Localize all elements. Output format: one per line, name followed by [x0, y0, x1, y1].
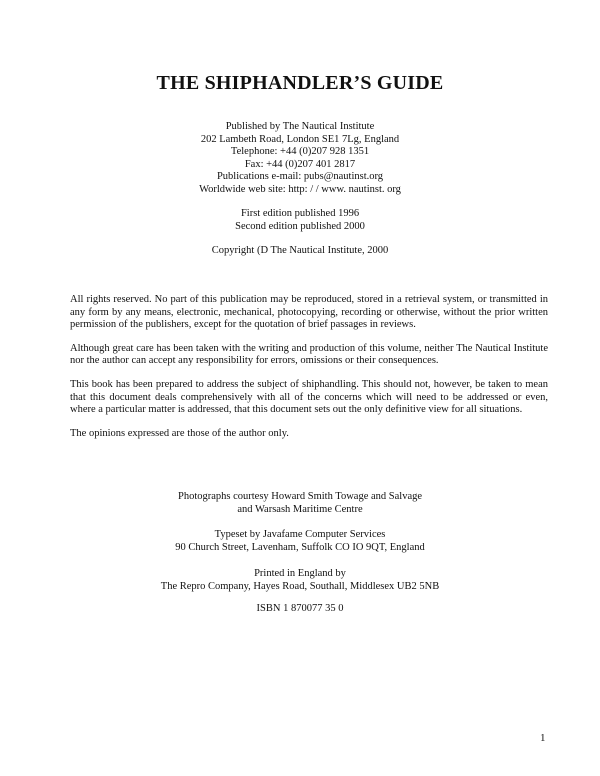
photo-credit-line1: Photographs courtesy Howard Smith Towage and Salvage: [177, 491, 423, 502]
printer-line1: Printed in England by: [254, 568, 346, 579]
publisher-telephone: Telephone: +44 (0)207 928 1351: [230, 146, 370, 157]
editions-block: [0, 208, 600, 233]
publisher-address: 202 Lambeth Road, London SE1 7Lg, England: [200, 133, 400, 145]
copyright-block: [0, 245, 600, 258]
legal-text: [70, 294, 548, 451]
first-edition: First edition published 1996: [240, 208, 360, 219]
opinions-paragraph: The opinions expressed are those of the author only.: [70, 427, 289, 439]
isbn: ISBN 1 870077 35 0: [256, 603, 344, 614]
typeset-line2: 90 Church Street, Lavenham, Suffolk CO IO 9QT, England: [175, 541, 425, 553]
page-number: 1: [540, 732, 546, 744]
second-edition: Second edition published 2000: [235, 220, 365, 232]
publisher-email: Publications e-mail: pubs@nautinst.org: [216, 171, 384, 182]
photo-credits: [0, 491, 600, 516]
disclaimer-paragraph: Although great care has been taken with the writing and production of this volume, neither The Nautical Institute nor the author can accept any responsibility for errors, omissions or their consequences.: [70, 342, 548, 367]
book-title: THE SHIPHANDLER’S GUIDE: [156, 72, 444, 94]
publisher-block: [0, 121, 600, 196]
printer-line2: The Repro Company, Hayes Road, Southall, Middlesex UB2 5NB: [160, 580, 440, 592]
publisher-name: Published by The Nautical Institute: [225, 121, 375, 132]
publisher-website: Worldwide web site: http: / / www. nautinst. org: [199, 183, 401, 195]
scope-paragraph: This book has been prepared to address the subject of shiphandling. This should not, however, be taken to mean that this document deals comprehensively with all of the concerns which will need to be addressed or even, where a particular matter is addressed, that this document sets out the only definitive view for all situations.: [70, 378, 548, 416]
copyright-notice: Copyright (D The Nautical Institute, 2000: [211, 245, 389, 256]
typeset-line1: Typeset by Javafame Computer Services: [214, 529, 386, 540]
isbn-block: [0, 603, 600, 616]
publisher-fax: Fax: +44 (0)207 401 2817: [244, 158, 356, 170]
rights-paragraph: All rights reserved. No part of this publication may be reproduced, stored in a retrieval system, or transmitted in any form by any means, electronic, mechanical, photocopying, recording or otherwise, without the prior written permission of the publishers, except for the quotation of brief passages in reviews.: [70, 294, 548, 331]
photo-credit-line2: and Warsash Maritime Centre: [237, 503, 363, 515]
typeset-credits: [0, 529, 600, 554]
printer-credits: [0, 568, 600, 593]
